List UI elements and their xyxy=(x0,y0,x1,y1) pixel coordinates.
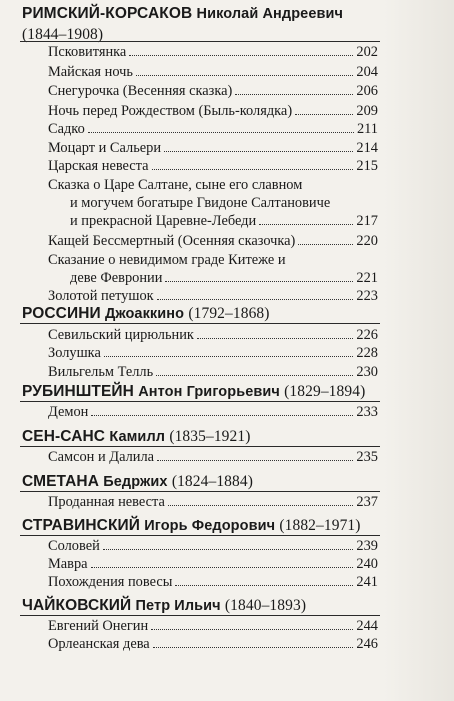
toc-entry xyxy=(48,403,378,421)
toc-entry xyxy=(48,176,378,230)
dot-leader xyxy=(152,168,354,170)
composer-given-name: Камилл xyxy=(109,429,166,445)
entry-title: Ночь перед Рождеством (Быль-колядка) xyxy=(48,103,293,119)
composer-years: (1840–1893) xyxy=(224,597,307,614)
composer-years: (1844–1908) xyxy=(22,26,104,43)
toc-entry xyxy=(48,617,378,635)
composer-surname: СМЕТАНА xyxy=(22,473,100,490)
composer-heading xyxy=(22,426,382,447)
composer-heading xyxy=(22,3,382,44)
entry-title: Вильгельм Телль xyxy=(48,364,154,380)
entry-page: 209 xyxy=(356,103,378,119)
entry-title: Снегурочка (Весенняя сказка) xyxy=(48,83,233,99)
entry-page: 204 xyxy=(356,64,378,80)
dot-leader xyxy=(91,414,353,416)
section-rule xyxy=(20,41,380,42)
dot-leader xyxy=(153,646,354,648)
entry-page: 220 xyxy=(356,233,378,249)
section-rule xyxy=(20,491,380,492)
toc-entry xyxy=(48,251,378,287)
composer-years: (1835–1921) xyxy=(169,428,251,445)
section-rule xyxy=(20,323,380,324)
dot-leader xyxy=(164,150,353,152)
section-rule xyxy=(20,535,380,536)
entry-title: Демон xyxy=(48,404,89,420)
entry-title: Соловей xyxy=(48,538,100,554)
dot-leader xyxy=(91,566,354,568)
toc-entry xyxy=(48,635,378,653)
composer-surname: СЕН-САНС xyxy=(22,428,106,445)
dot-leader xyxy=(295,113,353,115)
toc-entry xyxy=(48,63,378,81)
composer-surname: РИМСКИЙ-КОРСАКОВ xyxy=(22,5,193,22)
dot-leader xyxy=(129,54,353,56)
entry-page: 223 xyxy=(356,288,378,304)
entry-title: Похождения повесы xyxy=(48,574,173,590)
entry-page: 244 xyxy=(356,618,378,634)
entry-page: 237 xyxy=(356,494,378,510)
entry-title-line: Сказание о невидимом граде Китеже и xyxy=(48,252,286,268)
composer-given-name: Игорь Федорович xyxy=(144,518,276,534)
dot-leader xyxy=(151,628,353,630)
entry-title: Евгений Онегин xyxy=(48,618,149,634)
dot-leader xyxy=(136,74,353,76)
toc-entry xyxy=(48,537,378,555)
composer-surname: РУБИНШТЕЙН xyxy=(22,383,134,400)
entry-title-line: и могучем богатыре Гвидоне Салтановиче xyxy=(70,195,331,211)
entry-title: Майская ночь xyxy=(48,64,133,80)
entry-title: Псковитянка xyxy=(48,44,127,60)
dot-leader xyxy=(103,548,354,550)
dot-leader xyxy=(104,355,354,357)
dot-leader xyxy=(175,584,353,586)
toc-entry xyxy=(48,82,378,100)
toc-entry xyxy=(48,555,378,573)
toc-entry xyxy=(48,448,378,466)
toc-entry xyxy=(48,326,378,344)
toc-entry xyxy=(48,493,378,511)
entry-title: Золотой петушок xyxy=(48,288,154,304)
entry-title: Мавра xyxy=(48,556,88,572)
toc-entry xyxy=(48,232,378,250)
entry-title: Проданная невеста xyxy=(48,494,165,510)
entry-page: 202 xyxy=(356,44,378,60)
composer-heading xyxy=(22,471,382,492)
entry-title: Севильский цирюльник xyxy=(48,327,194,343)
entry-page: 246 xyxy=(356,636,378,652)
entry-page: 235 xyxy=(356,449,378,465)
entry-page: 226 xyxy=(356,327,378,343)
entry-page: 206 xyxy=(356,83,378,99)
dot-leader xyxy=(165,280,353,282)
entry-page: 221 xyxy=(356,270,378,286)
composer-heading xyxy=(22,515,382,536)
composer-years: (1882–1971) xyxy=(279,517,361,534)
entry-title: Золушка xyxy=(48,345,101,361)
entry-page: 240 xyxy=(356,556,378,572)
entry-page: 230 xyxy=(356,364,378,380)
entry-title: Царская невеста xyxy=(48,158,149,174)
section-rule xyxy=(20,446,380,447)
composer-surname: ЧАЙКОВСКИЙ xyxy=(22,597,132,614)
entry-page: 217 xyxy=(356,213,378,229)
dot-leader xyxy=(156,374,353,376)
composer-heading xyxy=(22,381,382,402)
dot-leader xyxy=(197,337,353,339)
toc-entry xyxy=(48,120,378,138)
toc-entry xyxy=(48,43,378,61)
toc-entry xyxy=(48,344,378,362)
entry-page: 211 xyxy=(356,121,378,137)
dot-leader xyxy=(157,459,353,461)
entry-title: Самсон и Далила xyxy=(48,449,155,465)
dot-leader xyxy=(157,298,354,300)
composer-heading xyxy=(22,595,382,616)
page-edge-shadow xyxy=(384,0,454,701)
section-rule xyxy=(20,615,380,616)
composer-heading xyxy=(22,303,382,324)
dot-leader xyxy=(168,504,354,506)
entry-page: 239 xyxy=(356,538,378,554)
composer-surname: СТРАВИНСКИЙ xyxy=(22,517,141,534)
entry-page: 233 xyxy=(356,404,378,420)
toc-entry xyxy=(48,573,378,591)
entry-title-line: Сказка о Царе Салтане, сыне его славном xyxy=(48,177,303,193)
toc-entry xyxy=(48,139,378,157)
composer-given-name: Николай Андреевич xyxy=(196,6,344,22)
entry-title: Орлеанская дева xyxy=(48,636,150,652)
entry-title: Кащей Бессмертный (Осенняя сказочка) xyxy=(48,233,296,249)
entry-page: 214 xyxy=(356,140,378,156)
entry-page: 228 xyxy=(356,345,378,361)
entry-title-line: деве Февронии xyxy=(70,270,163,286)
composer-given-name: Джоаккино xyxy=(105,306,185,322)
toc-entry xyxy=(48,157,378,175)
entry-page: 215 xyxy=(356,158,378,174)
entry-page: 241 xyxy=(356,574,378,590)
dot-leader xyxy=(88,131,354,133)
dot-leader xyxy=(259,223,353,225)
entry-title: Моцарт и Сальери xyxy=(48,140,162,156)
composer-given-name: Бедржих xyxy=(103,474,168,490)
entry-title: Садко xyxy=(48,121,85,137)
composer-given-name: Антон Григорьевич xyxy=(138,384,280,400)
toc-entry xyxy=(48,363,378,381)
composer-years: (1829–1894) xyxy=(284,383,366,400)
dot-leader xyxy=(298,243,353,245)
composer-years: (1792–1868) xyxy=(188,305,270,322)
dot-leader xyxy=(235,93,353,95)
composer-years: (1824–1884) xyxy=(171,473,253,490)
toc-entry xyxy=(48,102,378,120)
section-rule xyxy=(20,401,380,402)
entry-title-line: и прекрасной Царевне-Лебеди xyxy=(70,213,257,229)
composer-given-name: Петр Ильич xyxy=(135,598,221,614)
composer-surname: РОССИНИ xyxy=(22,305,101,322)
